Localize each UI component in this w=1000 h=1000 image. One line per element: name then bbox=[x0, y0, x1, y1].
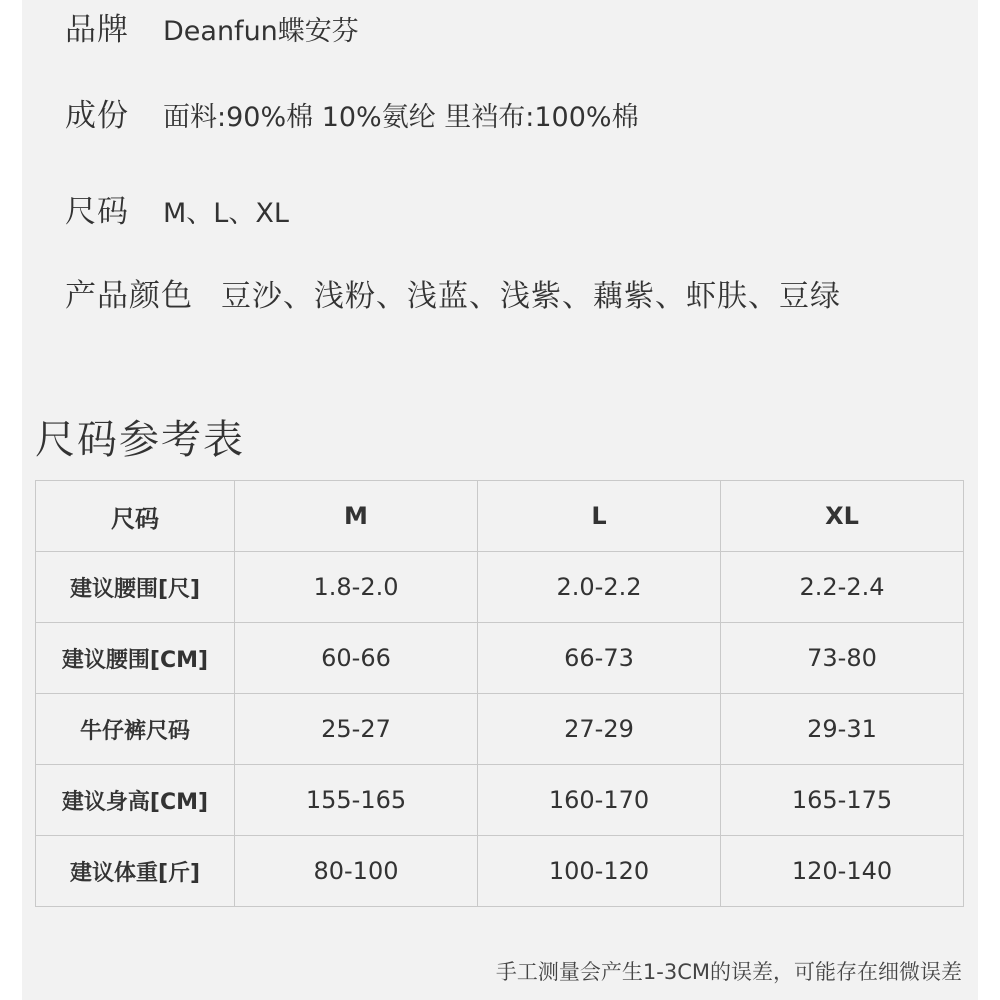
color-label: 产品颜色 bbox=[65, 278, 193, 314]
header-cell: XL bbox=[721, 481, 964, 552]
size-chart-table bbox=[35, 480, 964, 907]
size-row bbox=[65, 186, 289, 231]
table-cell: 73-80 bbox=[721, 623, 964, 694]
table-cell: 60-66 bbox=[235, 623, 478, 694]
header-cell: M bbox=[235, 481, 478, 552]
row-label-cell: 建议腰围[CM] bbox=[36, 623, 235, 694]
table-cell: 66-73 bbox=[478, 623, 721, 694]
table-cell: 25-27 bbox=[235, 694, 478, 765]
row-label-cell: 牛仔裤尺码 bbox=[36, 694, 235, 765]
material-row bbox=[65, 90, 639, 135]
table-cell: 2.2-2.4 bbox=[721, 552, 964, 623]
table-cell: 160-170 bbox=[478, 765, 721, 836]
table-row bbox=[36, 836, 964, 907]
table-row bbox=[36, 623, 964, 694]
header-cell: 尺码 bbox=[36, 481, 235, 552]
brand-value: Deanfun蝶安芬 bbox=[163, 16, 359, 47]
brand-row bbox=[65, 4, 359, 49]
table-row bbox=[36, 694, 964, 765]
size-label: 尺码 bbox=[65, 194, 129, 230]
table-cell: 1.8-2.0 bbox=[235, 552, 478, 623]
table-cell: 29-31 bbox=[721, 694, 964, 765]
brand-label: 品牌 bbox=[65, 12, 129, 48]
material-label: 成份 bbox=[65, 98, 129, 134]
table-cell: 100-120 bbox=[478, 836, 721, 907]
color-value: 豆沙、浅粉、浅蓝、浅紫、藕紫、虾肤、豆绿 bbox=[221, 279, 841, 314]
table-cell: 2.0-2.2 bbox=[478, 552, 721, 623]
size-value: M、L、XL bbox=[163, 198, 289, 229]
row-label-cell: 建议身高[CM] bbox=[36, 765, 235, 836]
table-cell: 80-100 bbox=[235, 836, 478, 907]
table-cell: 120-140 bbox=[721, 836, 964, 907]
table-cell: 165-175 bbox=[721, 765, 964, 836]
table-cell: 27-29 bbox=[478, 694, 721, 765]
header-cell: L bbox=[478, 481, 721, 552]
color-row bbox=[65, 270, 841, 315]
row-label-cell: 建议腰围[尺] bbox=[36, 552, 235, 623]
table-cell: 155-165 bbox=[235, 765, 478, 836]
table-header-row bbox=[36, 481, 964, 552]
table-row bbox=[36, 765, 964, 836]
size-chart-title: 尺码参考表 bbox=[35, 417, 245, 463]
table-row bbox=[36, 552, 964, 623]
measurement-footnote: 手工测量会产生1-3CM的误差，可能存在细微误差 bbox=[495, 960, 962, 984]
material-value: 面料:90%棉 10%氨纶 里裆布:100%棉 bbox=[163, 102, 639, 133]
row-label-cell: 建议体重[斤] bbox=[36, 836, 235, 907]
